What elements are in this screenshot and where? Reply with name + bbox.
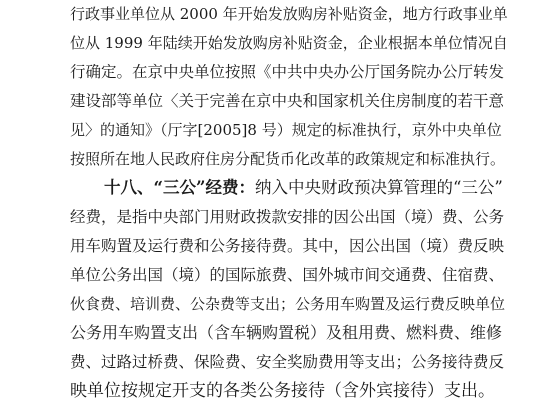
paragraph-line: 用车购置及运行费和公务接待费。其中，因公出国（境）费反映 bbox=[70, 237, 505, 255]
paragraph-line: 建设部等单位〈关于完善在京中央和国家机关住房制度的若干意 bbox=[70, 92, 505, 110]
paragraph-line: 公务用车购置支出（含车辆购置税）及租用费、燃料费、维修 bbox=[70, 323, 503, 342]
paragraph-line: 映单位按规定开支的各类公务接待（含外宾接待）支出。 bbox=[70, 381, 495, 401]
paragraph-line: 见〉的通知》（厅字[2005]8 号）规定的标准执行，京外中央单位 bbox=[70, 121, 502, 139]
paragraph-line: 费、过路过桥费、保险费、安全奖励费用等支出；公务接待费反 bbox=[70, 353, 505, 371]
paragraph-line: 单位公务出国（境）的国际旅费、国外城市间交通费、住宿费、 bbox=[70, 266, 505, 284]
paragraph-line: 位从 1999 年陆续开始发放购房补贴资金，企业根据本单位情况自 bbox=[70, 34, 508, 52]
section-heading-line bbox=[104, 176, 510, 200]
heading-line-text: 纳入中央财政预决算管理的“三公” bbox=[254, 178, 503, 197]
paragraph-line: 行确定。在京中央单位按照《中共中央办公厅国务院办公厅转发 bbox=[70, 63, 505, 81]
paragraph-line: 按照所在地人民政府住房分配货币化改革的政策规定和标准执行。 bbox=[70, 150, 506, 168]
paragraph-line: 行政事业单位从 2000 年开始发放购房补贴资金，地方行政事业单 bbox=[70, 5, 508, 23]
paragraph-line: 经费，是指中央部门用财政拨款安排的因公出国（境）费、公务 bbox=[70, 208, 505, 226]
paragraph-line: 伙食费、培训费、公杂费等支出；公务用车购置及运行费反映单位 bbox=[70, 295, 506, 313]
section-heading: 十八、“三公”经费： bbox=[104, 178, 255, 197]
